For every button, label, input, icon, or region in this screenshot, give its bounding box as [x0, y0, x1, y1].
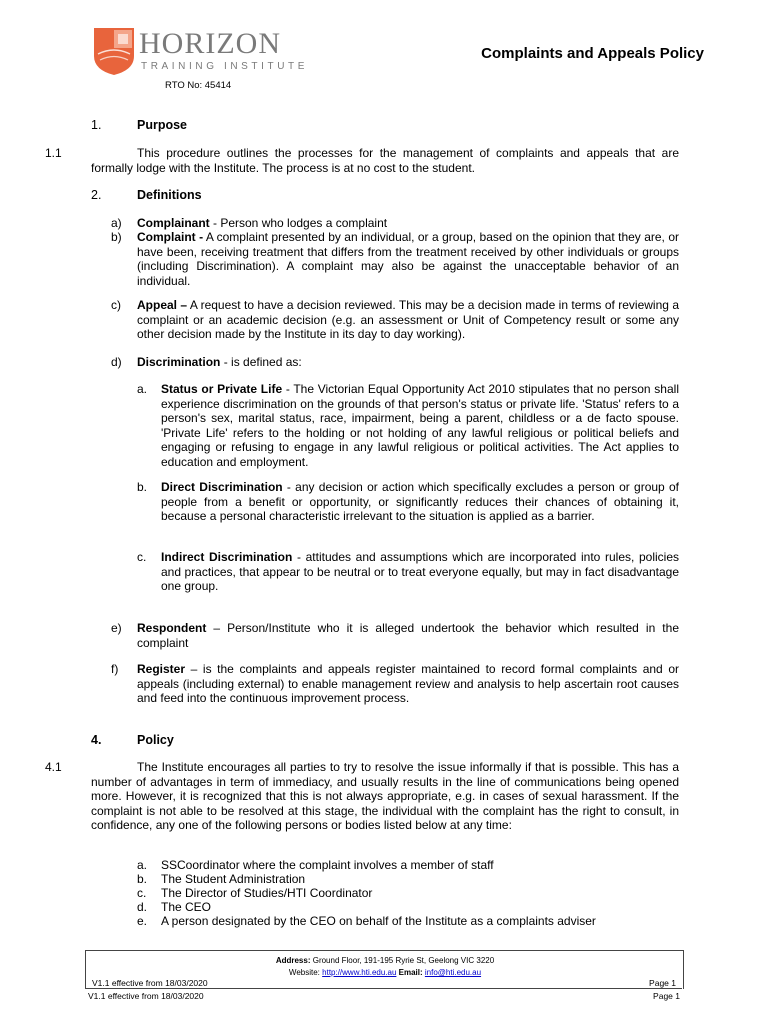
definition-b — [137, 230, 679, 288]
address-label: Address: — [275, 956, 311, 965]
paragraph-4-1-text: The Institute encourages all parties to try to resolve the issue informally if that is possible. This has a number of advantages in term of immediacy, and usually results in the line of communications being opened more. However, it is recognized that this is not always appropriate, e.g. in cases of sexual harassment. If the complaint is not able to be resolved at this stage, the individual with the complaint has the right to consult, in confidence, any one of the following persons or bodies listed below at any time: — [91, 760, 679, 833]
footer-address — [0, 955, 770, 967]
discrimination-a-label: a. — [137, 382, 148, 396]
list-item-d-label: d. — [137, 900, 148, 914]
footer-address-block — [0, 955, 770, 979]
section-2-number: 2. — [91, 188, 102, 202]
definition-c-text: A request to have a decision reviewed. This may be a decision made in terms of reviewing a complaint or an academic decision (e.g. an assessment or Unit of Competency result or some any other decision made by the Institute in its day to day working). — [137, 298, 679, 342]
definition-d-term: Discrimination — [137, 355, 221, 369]
list-item-e: A person designated by the CEO on behalf of the Institute as a complaints adviser — [161, 914, 596, 928]
paragraph-1-1 — [45, 146, 679, 175]
logo-shield-icon — [92, 26, 136, 76]
logo-name: HORIZON — [139, 27, 281, 60]
definition-f-label: f) — [111, 662, 119, 676]
footer-page-number: Page 1 — [649, 978, 676, 988]
discrimination-a-term: Status or Private Life — [161, 382, 283, 396]
section-1-title: Purpose — [137, 118, 188, 132]
section-4-number: 4. — [91, 733, 102, 747]
definition-e-text: – Person/Institute who it is alleged undertook the behavior which resulted in the complaint — [137, 621, 679, 650]
definition-e-term: Respondent — [137, 621, 207, 635]
logo-subtitle: TRAINING INSTITUTE — [141, 61, 309, 72]
section-4-title: Policy — [137, 733, 174, 747]
discrimination-b-term: Direct Discrimination — [161, 480, 283, 494]
section-2-title: Definitions — [137, 188, 202, 202]
discrimination-a — [161, 382, 679, 470]
list-item-a-label: a. — [137, 858, 148, 872]
discrimination-b-label: b. — [137, 480, 148, 494]
discrimination-b-text: - any decision or action which specifically excludes a person or group of people from a benefit or opportunity, or significantly reduces their chances of obtaining it, because a personal characteristic irrelevant to the situation is applied as a barrier. — [161, 480, 679, 524]
discrimination-b — [161, 480, 679, 524]
definition-a — [137, 216, 679, 231]
footer-divider — [85, 988, 682, 989]
discrimination-c-term: Indirect Discrimination — [161, 550, 293, 564]
definition-f-text: – is the complaints and appeals register maintained to record formal complaints and or appeals (including external) to enable management review and analysis to help ascertain root causes and feed into the continuous improvement process. — [137, 662, 679, 706]
definition-b-label: b) — [111, 230, 122, 244]
definition-c — [137, 298, 679, 342]
footer-page-number-outer: Page 1 — [653, 991, 680, 1001]
horizon-logo — [92, 26, 309, 78]
definition-c-label: c) — [111, 298, 121, 312]
list-item-b: The Student Administration — [161, 872, 306, 886]
list-item-c: The Director of Studies/HTI Coordinator — [161, 886, 373, 900]
paragraph-1-1-text: This procedure outlines the processes for the management of complaints and appeals that are formally lodge with the Institute. The process is at no cost to the student. — [91, 146, 679, 175]
list-item-e-label: e. — [137, 914, 148, 928]
footer-version: V1.1 effective from 18/03/2020 — [92, 978, 208, 988]
definition-b-term: Complaint - — [137, 230, 204, 244]
email-label: Email: — [398, 968, 423, 977]
paragraph-4-1-number: 4.1 — [45, 760, 62, 774]
definition-f — [137, 662, 679, 706]
definition-a-text: - Person who lodges a complaint — [209, 216, 388, 230]
list-item-d: The CEO — [161, 900, 212, 914]
definition-f-term: Register — [137, 662, 186, 676]
address-text: Ground Floor, 191-195 Ryrie St, Geelong VIC 3220 — [310, 956, 495, 965]
discrimination-a-text: - The Victorian Equal Opportunity Act 2010 stipulates that no person shall experience discrimination on the grounds of that person's status or private life. 'Status' refers to a person's sex, marital status, race, impairment, being a parent, childless or a de facto spouse. 'Private Life' refers to the holding or not holding of any lawful religious or political beliefs and engaging or refusing to engage in any lawful religious or political activities. The Act applies to education and employment. — [161, 382, 679, 469]
definition-b-text: A complaint presented by an individual, or a group, based on the opinion that they are, or have been, receiving treatment that differs from the treatment received by other individuals or groups (including Discrimination). A complaint may also be against the unacceptable behavior of an individual. — [137, 230, 679, 288]
definition-d-label: d) — [111, 355, 122, 369]
footer-version-outer: V1.1 effective from 18/03/2020 — [88, 991, 204, 1001]
definition-e-label: e) — [111, 621, 122, 635]
list-item-b-label: b. — [137, 872, 148, 886]
definition-e — [137, 621, 679, 650]
list-item-a: SSCoordinator where the complaint involves a member of staff — [161, 858, 494, 872]
email-link[interactable]: info@hti.edu.au — [424, 968, 482, 977]
website-label: Website: — [288, 968, 320, 977]
definition-a-label: a) — [111, 216, 122, 230]
definition-c-term: Appeal – — [137, 298, 188, 312]
discrimination-c-label: c. — [137, 550, 147, 564]
paragraph-4-1 — [45, 760, 679, 833]
document-title: Complaints and Appeals Policy — [481, 45, 704, 62]
definition-d-text: - is defined as: — [220, 355, 302, 369]
list-item-c-label: c. — [137, 886, 147, 900]
discrimination-c-text: - attitudes and assumptions which are incorporated into rules, policies and practices, that appear to be neutral or to treat everyone equally, but may in fact disadvantage one group. — [161, 550, 679, 594]
rto-number: RTO No: 45414 — [165, 80, 232, 91]
discrimination-c — [161, 550, 679, 594]
definition-a-term: Complainant — [137, 216, 210, 230]
website-link[interactable]: http://www.hti.edu.au — [322, 968, 397, 977]
paragraph-1-1-number: 1.1 — [45, 146, 62, 160]
section-1-number: 1. — [91, 118, 102, 132]
definition-d — [137, 355, 679, 370]
